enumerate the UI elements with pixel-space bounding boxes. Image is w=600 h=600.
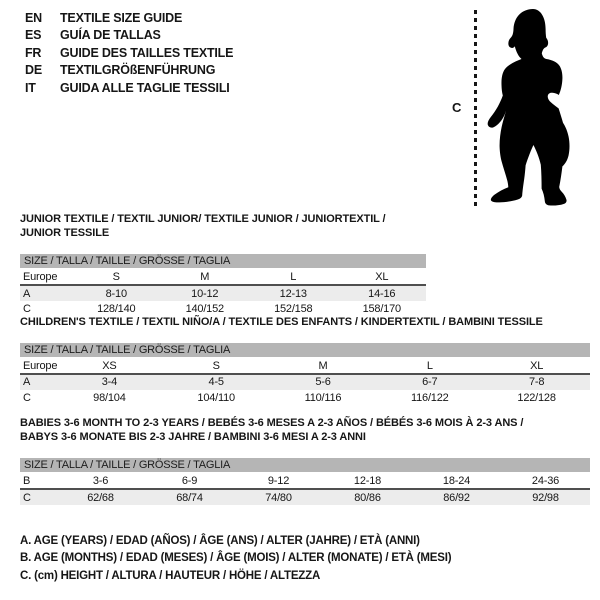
row-label-cell: C — [23, 391, 31, 404]
row-label-cell: B — [20, 473, 56, 489]
size-header-band: SIZE / TALLA / TAILLE / GRÖSSE / TAGLIA — [20, 458, 590, 473]
size-table — [20, 458, 590, 505]
childrens-textile-section — [20, 316, 590, 406]
size-value-cell: 6-9 — [145, 473, 234, 489]
language-row — [25, 79, 233, 97]
table-row — [20, 489, 590, 505]
size-value-cell: 92/98 — [501, 489, 590, 505]
babies-textile-section — [20, 417, 590, 505]
size-value-cell: 86/92 — [412, 489, 501, 505]
table-row — [20, 390, 590, 406]
size-header-band-row — [20, 458, 590, 473]
size-header-band-row — [20, 343, 590, 358]
size-value-cell: 14-16 — [338, 285, 427, 301]
size-value-cell: 116/122 — [411, 391, 449, 404]
language-name: GUIDA ALLE TAGLIE TESSILI — [60, 80, 230, 95]
size-value-cell: XS — [56, 358, 163, 374]
size-value-cell: 128/140 — [97, 303, 136, 315]
size-value-cell: 9-12 — [234, 473, 323, 489]
section-title-line: CHILDREN'S TEXTILE / TEXTIL NIÑO/A / TEXTILE DES ENFANTS / KINDERTEXTIL / BAMBINI TESSILE — [20, 316, 543, 328]
section-title-line: BABIES 3-6 MONTH TO 2-3 YEARS / BEBÉS 3-6 MESES A 2-3 AÑOS / BÉBÉS 3-6 MOIS À 2-3 ANS / — [20, 417, 524, 429]
size-value-cell: 68/74 — [145, 489, 234, 505]
size-value-cell: 98/104 — [93, 391, 126, 404]
size-value-cell: 104/110 — [197, 391, 235, 404]
language-name: TEXTILE SIZE GUIDE — [60, 10, 183, 25]
row-label-cell: A — [20, 285, 72, 301]
section-title-line: JUNIOR TEXTILE / TEXTIL JUNIOR/ TEXTILE JUNIOR / JUNIORTEXTIL / JUNIOR TESSILE — [20, 213, 386, 239]
size-value-cell: 62/68 — [56, 489, 145, 505]
language-row — [25, 27, 233, 45]
size-value-cell: 24-36 — [501, 473, 590, 489]
footnote-line: B. AGE (MONTHS) / EDAD (MESES) / ÂGE (MOIS) / ALTER (MONATE) / ETÀ (MESI) — [20, 552, 452, 565]
size-value-cell: L — [249, 269, 338, 285]
size-table — [20, 254, 426, 317]
junior-textile-section — [20, 213, 426, 317]
size-value-cell: 12-18 — [323, 473, 412, 489]
row-label-cell: C — [23, 303, 31, 315]
size-value-cell: S — [163, 358, 270, 374]
section-title — [20, 213, 426, 240]
language-code: DE — [25, 63, 42, 78]
size-value-cell: 18-24 — [412, 473, 501, 489]
table-row — [20, 285, 426, 301]
row-label-cell: Europe — [20, 358, 56, 374]
size-header-band: SIZE / TALLA / TAILLE / GRÖSSE / TAGLIA — [20, 343, 590, 358]
language-name: GUIDE DES TAILLES TEXTILE — [60, 45, 234, 60]
size-value-cell: S — [72, 269, 161, 285]
baby-silhouette-icon — [481, 0, 600, 215]
language-row — [25, 44, 233, 62]
section-title-line: BABYS 3-6 MONATE BIS 2-3 JAHRE / BAMBINI 3-6 MESI A 2-3 ANNI — [20, 430, 366, 443]
language-row — [25, 62, 233, 80]
footnote-line: C. (cm) HEIGHT / ALTURA / HAUTEUR / HÖHE / ALTEZZA — [20, 569, 321, 582]
size-value-cell: 152/158 — [274, 303, 313, 315]
size-value-cell: 74/80 — [234, 489, 323, 505]
row-label-cell: A — [20, 374, 56, 390]
table-row — [20, 473, 590, 489]
language-title-list — [25, 9, 233, 97]
language-code: EN — [25, 10, 42, 25]
height-label-c: C — [452, 100, 462, 115]
size-value-cell: M — [161, 269, 250, 285]
size-value-cell: M — [270, 358, 377, 374]
size-header-band-row — [20, 254, 426, 269]
size-value-cell: 10-12 — [161, 285, 250, 301]
footnotes — [20, 533, 451, 585]
row-label-cell: C — [20, 489, 56, 505]
size-value-cell: XL — [338, 269, 427, 285]
size-value-cell: 3-4 — [56, 374, 163, 390]
table-row — [20, 358, 590, 374]
height-dashed-line — [474, 10, 477, 207]
size-value-cell: L — [376, 358, 483, 374]
language-code: ES — [25, 28, 42, 43]
language-name: GUÍA DE TALLAS — [60, 28, 161, 43]
language-code: IT — [25, 80, 36, 95]
table-row — [20, 269, 426, 285]
size-table — [20, 343, 590, 406]
size-value-cell: 12-13 — [249, 285, 338, 301]
language-row — [25, 9, 233, 27]
table-row — [20, 301, 426, 317]
size-value-cell: 122/128 — [517, 391, 556, 404]
section-title — [20, 417, 590, 444]
size-value-cell: 80/86 — [323, 489, 412, 505]
size-value-cell: 4-5 — [163, 374, 270, 390]
size-value-cell: 7-8 — [483, 374, 590, 390]
table-row — [20, 374, 590, 390]
size-value-cell: 3-6 — [56, 473, 145, 489]
size-value-cell: 158/170 — [362, 303, 401, 315]
size-value-cell: 8-10 — [72, 285, 161, 301]
size-value-cell: 6-7 — [376, 374, 483, 390]
language-name: TEXTILGRÖßENFÜHRUNG — [60, 63, 216, 78]
size-value-cell: XL — [483, 358, 590, 374]
section-title — [20, 316, 590, 330]
language-code: FR — [25, 45, 42, 60]
size-header-band: SIZE / TALLA / TAILLE / GRÖSSE / TAGLIA — [20, 254, 426, 269]
size-value-cell: 110/116 — [304, 391, 342, 404]
size-value-cell: 5-6 — [270, 374, 377, 390]
size-value-cell: 140/152 — [185, 303, 224, 315]
footnote-line: A. AGE (YEARS) / EDAD (AÑOS) / ÂGE (ANS) / ALTER (JAHRE) / ETÀ (ANNI) — [20, 535, 420, 547]
row-label-cell: Europe — [20, 269, 72, 285]
